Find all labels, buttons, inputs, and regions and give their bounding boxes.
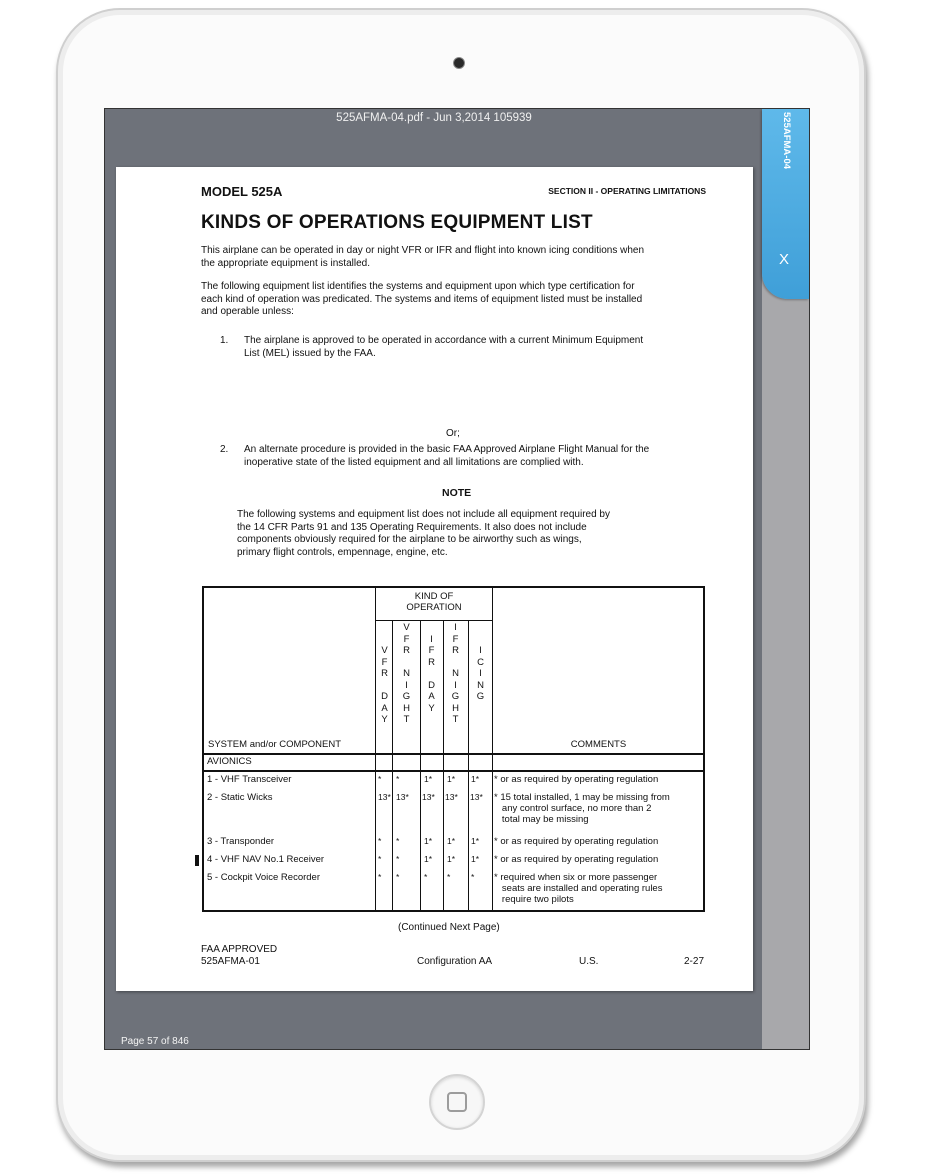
letter: G <box>402 691 411 702</box>
letter <box>423 714 440 726</box>
mark: * <box>396 774 400 784</box>
mark: 13* <box>422 792 435 802</box>
letter <box>376 622 393 634</box>
component-name: 1 - VHF Transceiver <box>207 774 292 785</box>
letter <box>376 634 393 646</box>
mark: 1* <box>471 836 480 846</box>
text-line: the 14 CFR Parts 91 and 135 Operating Requirements. It also does not include <box>237 521 587 533</box>
mark: 1* <box>447 854 456 864</box>
mark: * <box>378 774 382 784</box>
close-icon[interactable]: X <box>779 251 790 268</box>
mark: 13* <box>445 792 458 802</box>
camera-icon <box>453 57 465 69</box>
comment-line: * 15 total installed, 1 may be missing from <box>494 792 670 803</box>
mark: * <box>396 836 400 846</box>
or-text: Or; <box>446 428 460 439</box>
column-vfr-night <box>398 622 415 726</box>
letter <box>376 680 393 692</box>
letter: F <box>381 656 388 668</box>
component-name: 2 - Static Wicks <box>207 792 273 803</box>
continued-note: (Continued Next Page) <box>398 922 500 933</box>
kind-of-operation-header <box>376 591 492 613</box>
page-title: KINDS OF OPERATIONS EQUIPMENT LIST <box>201 212 593 233</box>
comment-line: total may be missing <box>494 814 589 825</box>
letter: F <box>452 633 459 645</box>
letter <box>398 657 415 669</box>
item-number: 1. <box>220 335 229 346</box>
letter: D <box>381 691 388 702</box>
page-counter: Page 57 of 846 <box>121 1036 189 1047</box>
pdf-viewer-screen <box>104 108 810 1050</box>
letter: N <box>403 668 410 679</box>
component-name: 4 - VHF NAV No.1 Receiver <box>207 854 325 865</box>
letter: R <box>381 668 388 679</box>
letter: R <box>452 645 459 656</box>
table-rule <box>492 588 493 910</box>
letter <box>447 657 464 669</box>
comment <box>494 774 706 785</box>
comment-line: require two pilots <box>494 894 574 905</box>
letter: F <box>428 645 435 656</box>
table-rule <box>443 621 444 910</box>
column-ifr-night <box>447 622 464 726</box>
letter: Y <box>381 714 388 725</box>
letter: V <box>403 622 410 633</box>
list-item <box>244 444 711 469</box>
text-line: inoperative state of the listed equipment and all limitations are complied with. <box>244 456 584 468</box>
text-line: List (MEL) issued by the FAA. <box>244 347 376 359</box>
footer-approval <box>201 944 277 968</box>
letter: G <box>476 691 485 702</box>
text-line: This airplane can be operated in day or night VFR or IFR and flight into known icing conditions when <box>201 245 645 256</box>
mark: * <box>424 872 428 882</box>
letter <box>472 622 489 634</box>
letter: D <box>428 679 435 691</box>
mark: 13* <box>378 792 391 802</box>
comment-line: * required when six or more passenger <box>494 872 658 883</box>
letter: N <box>477 679 484 691</box>
comment-line: * or as required by operating regulation <box>494 774 659 785</box>
comment <box>494 872 706 905</box>
letter: Y <box>428 702 435 714</box>
item-number: 2. <box>220 444 229 455</box>
model-heading: MODEL 525A <box>201 184 283 199</box>
letter: A <box>428 691 435 702</box>
mark: * <box>378 854 382 864</box>
letter: V <box>381 645 388 656</box>
comment <box>494 854 706 865</box>
column-ifr-day <box>423 622 440 726</box>
intro-paragraph <box>201 245 711 270</box>
mark: 1* <box>424 854 433 864</box>
table-rule <box>420 621 421 910</box>
mark: * <box>378 836 382 846</box>
comment-line: * or as required by operating regulation <box>494 836 659 847</box>
mark: * <box>447 872 451 882</box>
home-square-icon <box>447 1092 467 1112</box>
mark: * <box>378 872 382 882</box>
comment-line: any control surface, no more than 2 <box>494 803 652 814</box>
change-bar <box>195 855 199 866</box>
letter <box>472 634 489 646</box>
footer-page-number: 2-27 <box>684 956 705 967</box>
letter: R <box>428 656 435 668</box>
mark: 1* <box>424 774 433 784</box>
mark: * <box>396 854 400 864</box>
table-rule <box>468 621 469 910</box>
letter: F <box>403 633 410 645</box>
letter: I <box>479 668 482 679</box>
footer-country: U.S. <box>579 956 599 967</box>
letter <box>472 703 489 715</box>
table-rule <box>204 770 703 772</box>
comment <box>494 792 706 825</box>
letter: A <box>381 702 388 714</box>
list-item <box>244 335 711 360</box>
comments-column-header: COMMENTS <box>570 739 627 750</box>
text-line: the appropriate equipment is installed. <box>201 257 370 269</box>
mark: 1* <box>424 836 433 846</box>
letter: H <box>403 702 410 714</box>
column-icing <box>472 622 489 726</box>
document-tab[interactable] <box>762 109 809 299</box>
home-button[interactable] <box>429 1074 485 1130</box>
footer-config: Configuration AA <box>417 956 493 967</box>
text-line: components obviously required for the airplane to be airworthy such as wings, <box>237 534 582 545</box>
text-line: An alternate procedure is provided in the basic FAA Approved Airplane Flight Manual for the <box>244 444 650 455</box>
letter: I <box>454 679 457 691</box>
letter: I <box>430 633 433 645</box>
letter: I <box>479 645 482 656</box>
text-line: The following systems and equipment list does not include all equipment required by <box>237 509 610 520</box>
letter: H <box>452 702 459 714</box>
footer-line: 525AFMA-01 <box>201 956 260 967</box>
section-heading: SECTION II - OPERATING LIMITATIONS <box>548 186 706 196</box>
letter: T <box>452 714 459 725</box>
equipment-paragraph <box>201 281 711 319</box>
component-name: 5 - Cockpit Voice Recorder <box>207 872 320 883</box>
mark: * <box>471 872 475 882</box>
footer-line: FAA APPROVED <box>201 944 278 955</box>
comment <box>494 836 706 847</box>
letter: I <box>454 622 457 633</box>
mark: 1* <box>447 836 456 846</box>
text-line: The airplane is approved to be operated in accordance with a current Minimum Equipment <box>244 335 644 346</box>
group-avionics: AVIONICS <box>207 756 252 767</box>
table-rule <box>375 620 492 621</box>
header-line: OPERATION <box>406 602 462 613</box>
system-column-header: SYSTEM and/or COMPONENT <box>208 739 342 750</box>
letter: T <box>403 714 410 725</box>
mark: 13* <box>470 792 483 802</box>
column-vfr-day <box>376 622 393 726</box>
letter: N <box>452 668 459 679</box>
comment-line: seats are installed and operating rules <box>494 883 663 894</box>
mark: 13* <box>396 792 409 802</box>
mark: 1* <box>447 774 456 784</box>
letter <box>423 622 440 634</box>
letter <box>472 714 489 726</box>
note-heading: NOTE <box>442 487 472 499</box>
sidebar <box>762 109 809 1050</box>
note-body <box>237 509 685 559</box>
letter: G <box>451 691 460 702</box>
mark: * <box>396 872 400 882</box>
equipment-table <box>202 586 705 912</box>
mark: 1* <box>471 774 480 784</box>
letter: I <box>405 679 408 691</box>
letter: C <box>477 656 484 668</box>
letter <box>423 668 440 680</box>
component-name: 3 - Transponder <box>207 836 275 847</box>
document-title: 525AFMA-04.pdf - Jun 3,2014 105939 <box>336 112 532 124</box>
text-line: each kind of operation was predicated. The systems and items of equipment listed must be installed <box>201 293 643 305</box>
header-line: KIND OF <box>414 591 454 602</box>
pdf-page <box>116 167 753 991</box>
table-rule <box>204 753 703 755</box>
text-line: and operable unless: <box>201 306 294 317</box>
letter: R <box>403 645 410 656</box>
mark: 1* <box>471 854 480 864</box>
comment-line: * or as required by operating regulation <box>494 854 659 865</box>
document-tab-label: 525AFMA-04 <box>781 112 792 170</box>
text-line: primary flight controls, empennage, engine, etc. <box>237 546 448 558</box>
text-line: The following equipment list identifies the systems and equipment upon which type certification for <box>201 281 635 292</box>
